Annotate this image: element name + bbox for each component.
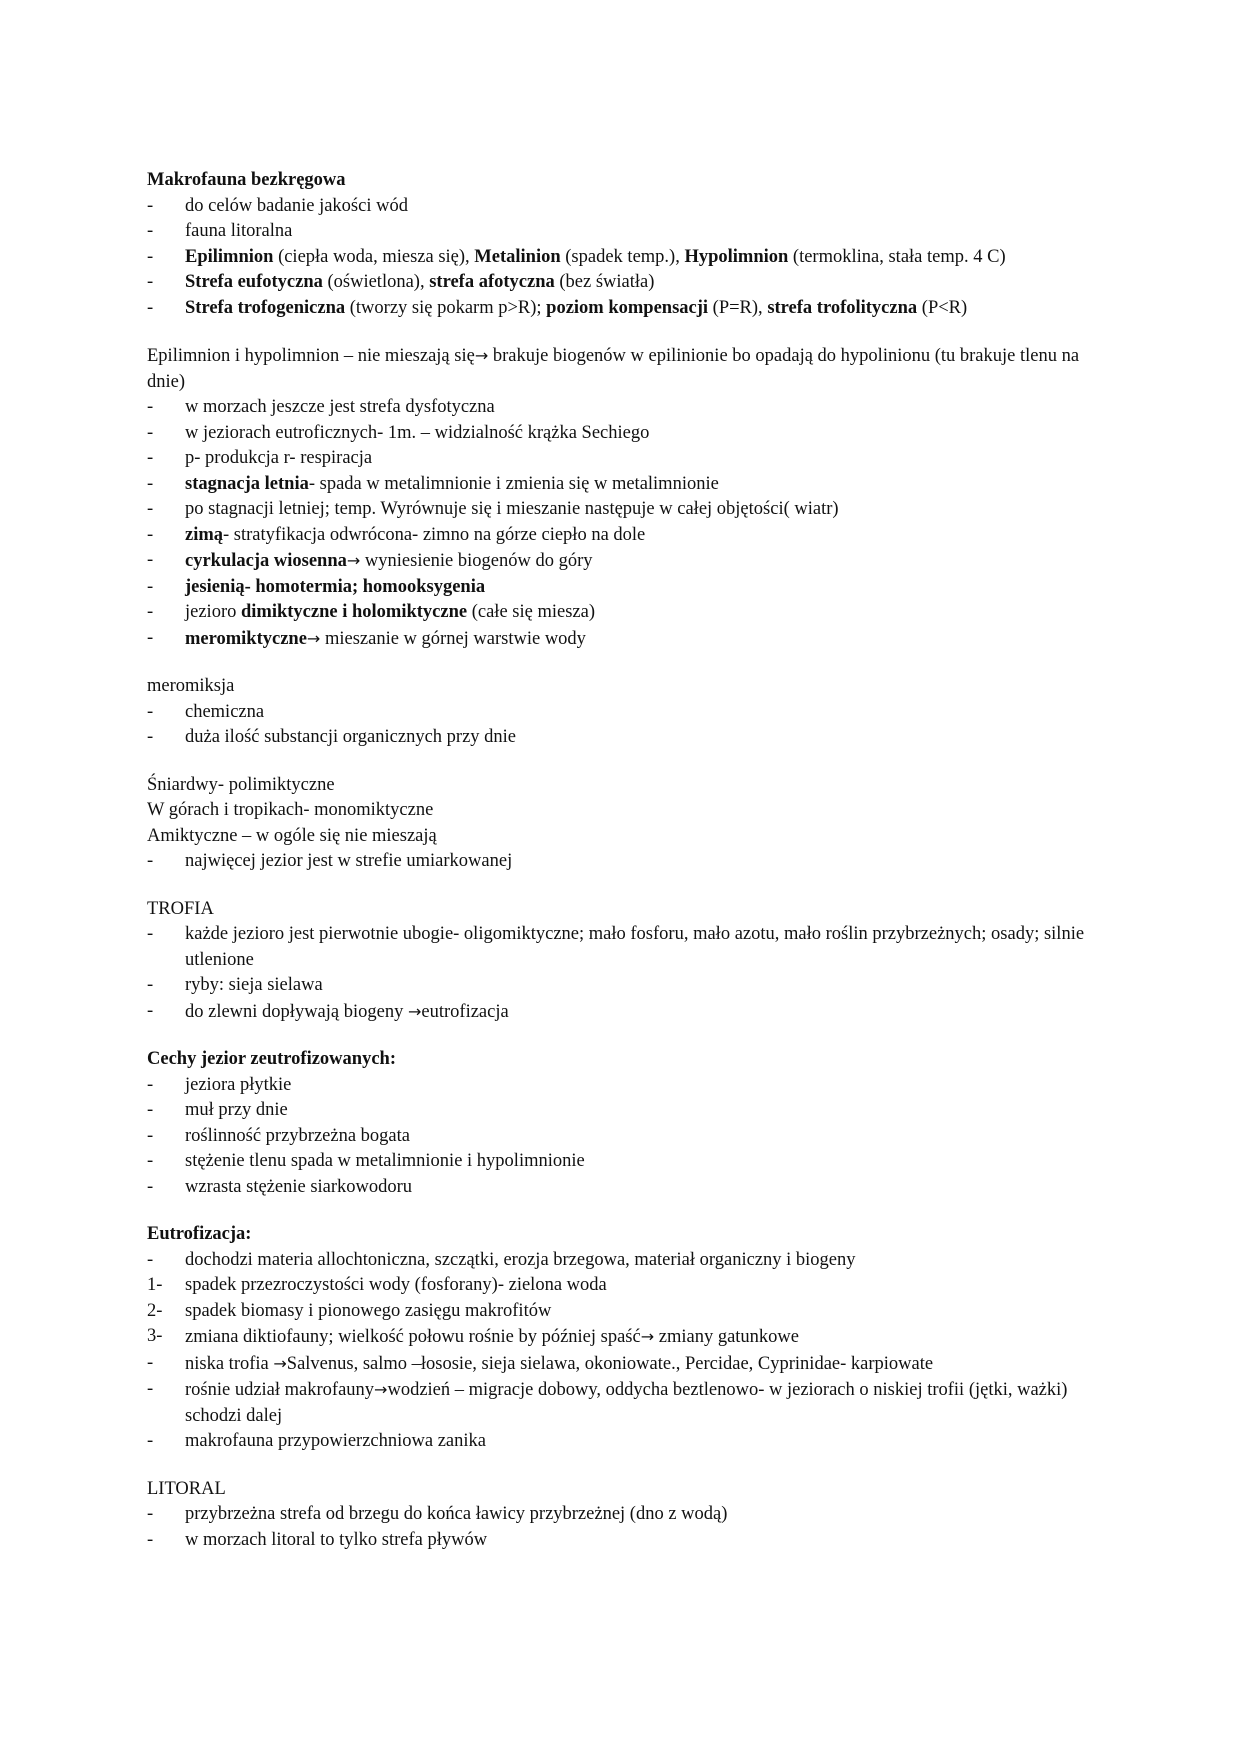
bold-term: jesienią- homotermia; homooksygenia <box>185 576 486 597</box>
line-text: duża ilość substancji organicznych przy dnie <box>185 727 517 747</box>
line-text: w jeziorach eutroficznych- 1m. – widzialność krążka Sechiego <box>185 422 650 443</box>
line-text: dochodzi materia allochtoniczna, szczątki, erozja brzegowa, materiał organiczny i biogeny <box>185 1249 856 1270</box>
list-item <box>147 575 1097 601</box>
section-heading: Eutrofizacja: <box>147 1224 252 1244</box>
list-marker: - <box>147 576 154 597</box>
line-text: jeziora płytkie <box>185 1074 292 1095</box>
list-item <box>147 922 1097 973</box>
list-marker: - <box>147 627 154 648</box>
line-text: spadek biomasy i pionowego zasięgu makrofitów <box>185 1300 552 1321</box>
line-text: stężenie tlenu spada w metalimnionie i hypolimnionie <box>185 1151 585 1171</box>
list-marker: - <box>147 524 154 545</box>
arrow-icon: → <box>407 1001 422 1021</box>
list-item <box>147 270 1097 296</box>
bold-term: strefa trofolityczna <box>767 297 918 318</box>
line-text: eutrofizacja <box>421 1001 509 1022</box>
list-marker: - <box>147 1352 154 1373</box>
line-text: do celów badanie jakości wód <box>185 195 408 216</box>
line-text: fauna litoralna <box>185 221 293 241</box>
list-marker: - <box>147 701 154 722</box>
list-marker: - <box>147 473 154 494</box>
list-item <box>147 1502 1097 1528</box>
list-marker: - <box>147 422 154 443</box>
list-item <box>147 973 1097 999</box>
line-text: - stratyfikacja odwrócona- zimno na górze ciepło na dole <box>223 524 646 545</box>
section <box>147 773 1097 875</box>
list-item <box>147 999 1097 1026</box>
list-marker: 3- <box>147 1326 163 1346</box>
arrow-icon: → <box>273 1353 287 1373</box>
list-item <box>147 600 1097 626</box>
line-text: zmiana diktiofauny; wielkość połowu rośnie by później spaść <box>185 1327 641 1347</box>
list-item <box>147 1248 1097 1274</box>
line-text: mieszanie w górnej warstwie wody <box>320 628 586 649</box>
list-marker: 1- <box>147 1275 163 1295</box>
section-heading: meromiksja <box>147 676 235 696</box>
line-text: muł przy dnie <box>185 1100 288 1120</box>
list-item <box>147 548 1097 575</box>
bold-term: Epilimnion <box>185 246 274 267</box>
line-text: makrofauna przypowierzchniowa zanika <box>185 1431 486 1451</box>
list-marker: - <box>147 1151 154 1171</box>
list-marker: - <box>147 550 154 570</box>
line-text: (P<R) <box>917 297 968 318</box>
section <box>147 1222 1097 1455</box>
list-marker: - <box>147 1125 154 1146</box>
line-text: ryby: sieja sielawa <box>185 975 323 995</box>
bold-term: zimą <box>185 524 224 545</box>
list-item <box>147 1351 1097 1378</box>
list-item <box>147 446 1097 472</box>
line-text: (całe się miesza) <box>467 602 595 622</box>
line-text: (bez światła) <box>554 272 655 292</box>
list-item <box>147 219 1097 245</box>
bold-term: meromiktyczne <box>185 628 307 649</box>
bold-term: cyrkulacja wiosenna <box>185 551 347 571</box>
bold-term: dimiktyczne i holomiktyczne <box>241 602 468 622</box>
paragraph-line <box>147 824 1097 850</box>
line-text: wodzień – migracje dobowy, oddycha beztlenowo- w jeziorach o niskiej trofii (jętki, ważki) schodzi dalej <box>185 1380 1068 1426</box>
line-text: (ciepła woda, miesza się), <box>273 246 475 267</box>
arrow-icon: → <box>374 1380 388 1399</box>
line-text: każde jezioro jest pierwotnie ubogie- oligomiktyczne; mało fosforu, mało azotu, mało roślin przybrzeżnych; osady; silnie utlenione <box>185 924 1085 970</box>
line-text: brakuje biogenów w epilinionie bo opadają do hypolinionu (tu brakuje tlenu na dnie) <box>147 346 1080 392</box>
line-text: (termoklina, stała temp. 4 C) <box>788 246 1006 267</box>
section-heading: LITORAL <box>147 1478 226 1499</box>
arrow-icon: → <box>640 1327 655 1346</box>
list-marker: - <box>147 448 154 468</box>
section-heading: TROFIA <box>147 898 214 919</box>
section <box>147 343 1097 652</box>
list-item <box>147 497 1097 523</box>
line-text: jezioro <box>185 602 241 622</box>
line-text: Amiktyczne – w ogóle się nie mieszają <box>147 825 437 846</box>
line-text: przybrzeżna strefa od brzegu do końca ławicy przybrzeżnej (dno z wodą) <box>185 1504 728 1524</box>
line-text: (spadek temp.), <box>560 246 685 267</box>
line-text: wzrasta stężenie siarkowodoru <box>185 1176 413 1197</box>
line-text: Śniardwy- polimiktyczne <box>147 774 335 795</box>
line-text: (tworzy się pokarm p>R); <box>345 297 547 318</box>
bold-term: Hypolimnion <box>684 246 789 267</box>
line-text: (oświetlona), <box>322 272 430 292</box>
list-marker: - <box>147 1529 154 1550</box>
list-marker: - <box>147 602 154 622</box>
list-marker: - <box>147 1074 154 1095</box>
list-marker: - <box>147 1176 154 1197</box>
arrow-icon: → <box>306 628 321 648</box>
list-marker: - <box>147 1379 154 1399</box>
list-item <box>147 1528 1097 1554</box>
line-text: (P=R), <box>708 297 768 318</box>
list-marker: - <box>147 297 154 318</box>
list-item <box>147 296 1097 322</box>
arrow-icon: → <box>346 551 361 570</box>
paragraph-line <box>147 343 1097 395</box>
list-marker: - <box>147 727 154 747</box>
line-text: wyniesienie biogenów do góry <box>360 551 593 571</box>
document-page <box>147 168 1097 1575</box>
section <box>147 168 1097 321</box>
line-text: - spada w metalimnionie i zmienia się w metalimnionie <box>308 473 719 494</box>
list-item <box>147 1073 1097 1099</box>
list-item <box>147 1098 1097 1124</box>
bold-term: strefa afotyczna <box>429 272 555 292</box>
list-item <box>147 1324 1097 1351</box>
paragraph-line <box>147 798 1097 824</box>
line-text: chemiczna <box>185 701 265 722</box>
line-text: roślinność przybrzeżna bogata <box>185 1125 410 1146</box>
list-marker: - <box>147 195 154 216</box>
list-item <box>147 421 1097 447</box>
bold-term: Metalinion <box>474 246 561 267</box>
list-item <box>147 245 1097 271</box>
list-item <box>147 1124 1097 1150</box>
list-marker: - <box>147 975 154 995</box>
section <box>147 674 1097 751</box>
section <box>147 1047 1097 1200</box>
list-marker: - <box>147 397 154 417</box>
list-marker: - <box>147 1431 154 1451</box>
section-heading: Cechy jezior zeutrofizowanych: <box>147 1049 396 1069</box>
list-item <box>147 725 1097 751</box>
line-text: po stagnacji letniej; temp. Wyrównuje się i mieszanie następuje w całej objętości( wiatr) <box>185 499 839 519</box>
list-marker: - <box>147 1504 154 1524</box>
bold-term: poziom kompensacji <box>546 297 709 318</box>
list-item <box>147 472 1097 498</box>
section-heading: Makrofauna bezkręgowa <box>147 170 346 190</box>
list-item <box>147 626 1097 653</box>
line-text: spadek przezroczystości wody (fosforany)- zielona woda <box>185 1275 607 1295</box>
list-item <box>147 395 1097 421</box>
list-item <box>147 523 1097 549</box>
line-text: w morzach litoral to tylko strefa pływów <box>185 1529 488 1550</box>
list-marker: - <box>147 1000 154 1021</box>
line-text: W górach i tropikach- monomiktyczne <box>147 800 434 820</box>
line-text: Epilimnion i hypolimnion – nie mieszają się <box>147 346 475 366</box>
line-text: niska trofia <box>185 1353 274 1374</box>
line-text: zmiany gatunkowe <box>654 1327 799 1347</box>
section <box>147 897 1097 1026</box>
line-text: do zlewni dopływają biogeny <box>185 1001 408 1022</box>
list-item <box>147 1299 1097 1325</box>
line-text: p- produkcja r- respiracja <box>185 448 373 468</box>
line-text: w morzach jeszcze jest strefa dysfotyczna <box>185 397 495 417</box>
line-text: najwięcej jezior jest w strefie umiarkowanej <box>185 851 513 871</box>
line-text: rośnie udział makrofauny <box>185 1380 375 1400</box>
list-marker: - <box>147 1100 154 1120</box>
list-item <box>147 1377 1097 1429</box>
list-item <box>147 194 1097 220</box>
line-text: Salvenus, salmo –łososie, sieja sielawa, okoniowate., Percidae, Cyprinidae- karpiowate <box>286 1353 934 1374</box>
list-item <box>147 700 1097 726</box>
list-marker: - <box>147 851 154 871</box>
list-marker: - <box>147 221 154 241</box>
list-marker: - <box>147 1249 154 1270</box>
arrow-icon: → <box>474 346 489 365</box>
bold-term: stagnacja letnia <box>185 473 309 494</box>
bold-term: Strefa eufotyczna <box>185 272 323 292</box>
list-marker: - <box>147 272 154 292</box>
list-marker: - <box>147 246 154 267</box>
list-marker: - <box>147 924 154 944</box>
list-item <box>147 1429 1097 1455</box>
list-item <box>147 1273 1097 1299</box>
list-item <box>147 1175 1097 1201</box>
list-item <box>147 1149 1097 1175</box>
bold-term: Strefa trofogeniczna <box>185 297 346 318</box>
list-marker: 2- <box>147 1300 163 1321</box>
list-marker: - <box>147 499 154 519</box>
paragraph-line <box>147 773 1097 799</box>
list-item <box>147 849 1097 875</box>
section <box>147 1477 1097 1554</box>
